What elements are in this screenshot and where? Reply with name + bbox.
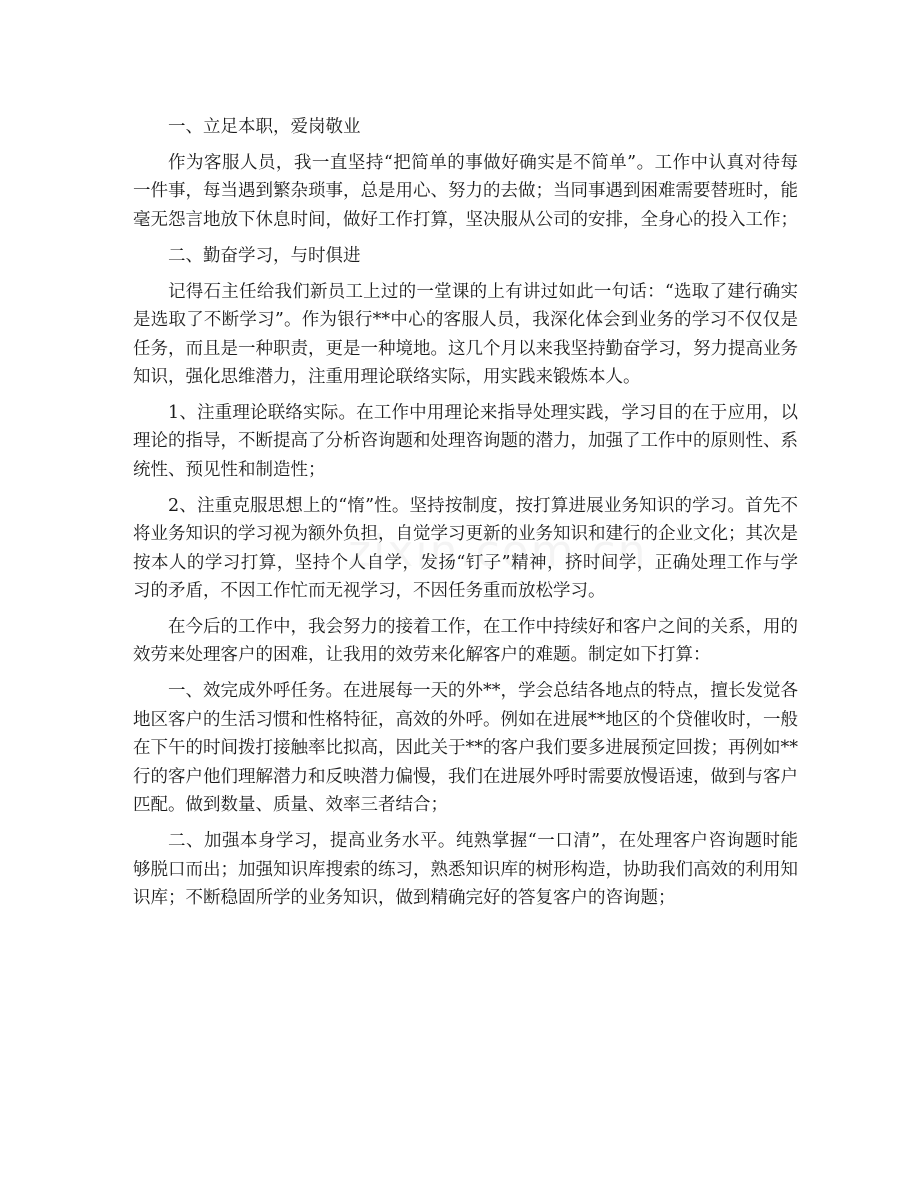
- paragraph-7: 二、加强本身学习，提高业务水平。纯熟掌握“一口清”，在处理客户咨询题时能够脱口而出；加强知识库搜索的练习，熟悉知识库的树形构造，协助我们高效的利用知识库；不断稳固所学的业务知识，做到精确完好的答复客户的咨询题；: [133, 831, 798, 908]
- paragraph-2: 记得石主任给我们新员工上过的一堂课的上有讲过如此一句话：“选取了建行确实是选取了不断学习”。作为银行**中心的客服人员，我深化体会到业务的学习不仅仅是任务，而且是一种职责，更是一种境地。这几个月以来我坚持勤奋学习，努力提高业务知识，强化思维潜力，注重用理论联络实际，用实践来锻炼本人。: [133, 281, 798, 388]
- paragraph-5: 在今后的工作中，我会努力的接着工作，在工作中持续好和客户之间的关系，用的效劳来处理客户的困难，让我用的效劳来化解客户的难题。制定如下打算：: [133, 617, 798, 666]
- section-heading-1: 一、立足本职，爱岗敬业: [168, 117, 361, 137]
- document-body: [133, 113, 798, 920]
- paragraph-6: 一、效完成外呼任务。在进展每一天的外**，学会总结各地点的特点，擅长发觉各地区客户的生活习惯和性格特征，高效的外呼。例如在进展**地区的个贷催收时，一般在下午的时间拨打接触率比拟高，因此关于**的客户我们要多进展预定回拨；再例如**行的客户他们理解潜力和反映潜力偏慢，我们在进展外呼时需要放慢语速，做到与客户匹配。做到数量、质量、效率三者结合；: [133, 681, 798, 816]
- paragraph-3: 1、注重理论联络实际。在工作中用理论来指导处理实践，学习目的在于应用，以理论的指导，不断提高了分析咨询题和处理咨询题的潜力，加强了工作中的原则性、系统性、预见性和制造性；: [133, 403, 798, 480]
- section-heading-2: 二、勤奋学习，与时俱进: [168, 245, 361, 266]
- paragraph-4: 2、注重克服思想上的“惰”性。坚持按制度，按打算进展业务知识的学习。首先不将业务知识的学习视为额外负担，自觉学习更新的业务知识和建行的企业文化；其次是按本人的学习打算，坚持个人自学，发扬“钉子”精神，挤时间学，正确处理工作与学习的矛盾，不因工作忙而无视学习，不因任务重而放松学习。: [133, 495, 798, 602]
- paragraph-1: 作为客服人员，我一直坚持“把简单的事做好确实是不简单”。工作中认真对待每一件事，每当遇到繁杂琐事，总是用心、努力的去做；当同事遇到困难需要替班时，能毫无怨言地放下休息时间，做好工作打算，坚决服从公司的安排，全身心的投入工作；: [133, 153, 798, 230]
